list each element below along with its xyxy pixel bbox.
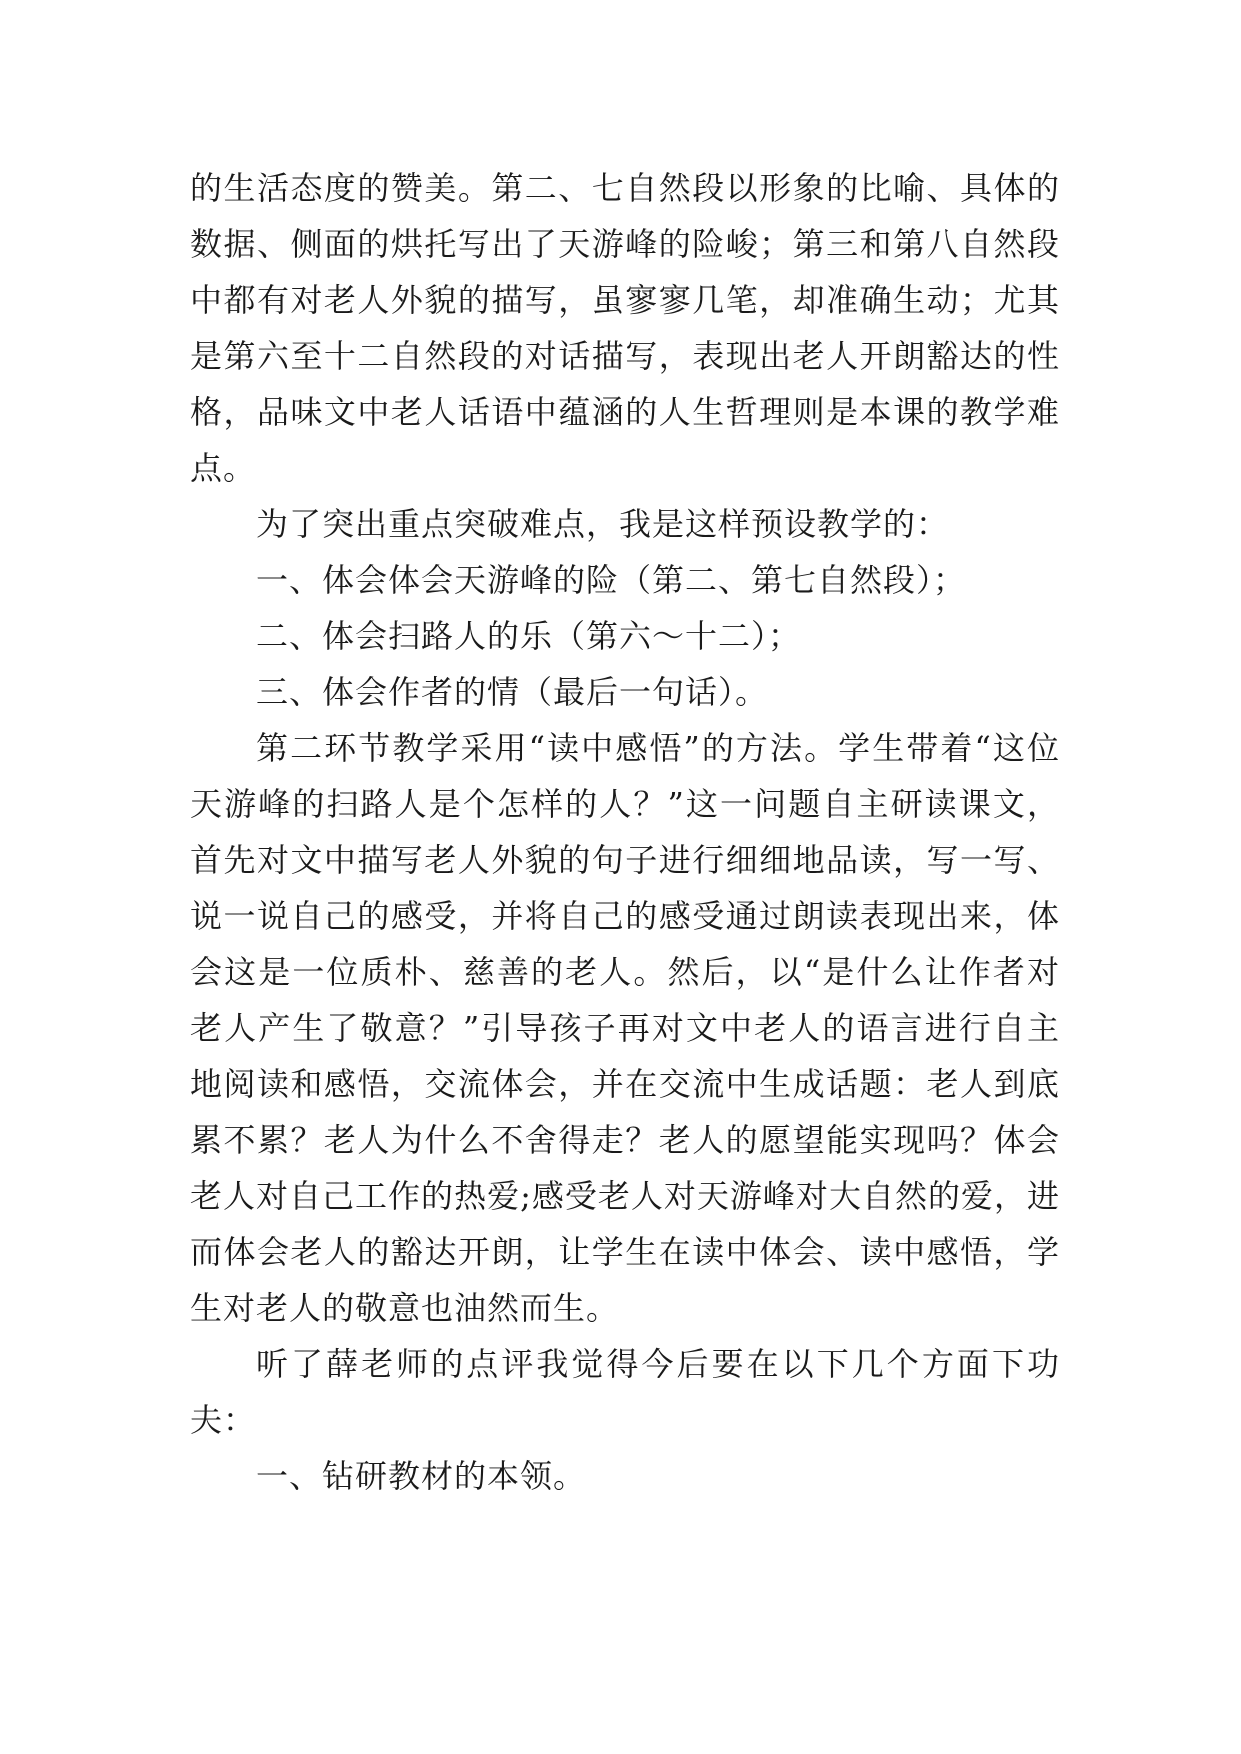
paragraph-second-stage: 第二环节教学采用“读中感悟”的方法。学生带着“这位天游峰的扫路人是个怎样的人？”这一问题自主研读课文，首先对文中描写老人外貌的句子进行细细地品读，写一写、说一说自己的感受，并将自己的感受通过朗读表现出来，体会这是一位质朴、慈善的老人。然后，以“是什么让作者对老人产生了敬意？”引导孩子再对文中老人的语言进行自主地阅读和感悟，交流体会，并在交流中生成话题：老人到底累不累？老人为什么不舍得走？老人的愿望能实现吗？体会老人对自己工作的热爱;感受老人对天游峰对大自然的爱，进而体会老人的豁达开朗，让学生在读中体会、读中感悟，学生对老人的敬意也油然而生。: [190, 729, 1060, 1327]
paragraph-reflection: 听了薛老师的点评我觉得今后要在以下几个方面下功夫：: [190, 1345, 1060, 1439]
paragraph-plan-item-1: 一、体会体会天游峰的险（第二、第七自然段）；: [256, 561, 967, 599]
paragraph-plan-item-3: 三、体会作者的情（最后一句话）。: [256, 673, 769, 711]
paragraph-plan-item-2: 二、体会扫路人的乐（第六～十二）；: [256, 617, 802, 655]
paragraph-point-1: 一、钻研教材的本领。: [256, 1457, 587, 1495]
paragraph-continuation: 的生活态度的赞美。第二、七自然段以形象的比喻、具体的数据、侧面的烘托写出了天游峰的险峻；第三和第八自然段中都有对老人外貌的描写，虽寥寥几笔，却准确生动；尤其是第六至十二自然段的对话描写，表现出老人开朗豁达的性格，品味文中老人话语中蕴涵的人生哲理则是本课的教学难点。: [190, 169, 1060, 487]
paragraph-intro-plan: 为了突出重点突破难点，我是这样预设教学的：: [256, 505, 950, 543]
document-body: [190, 160, 1060, 1504]
